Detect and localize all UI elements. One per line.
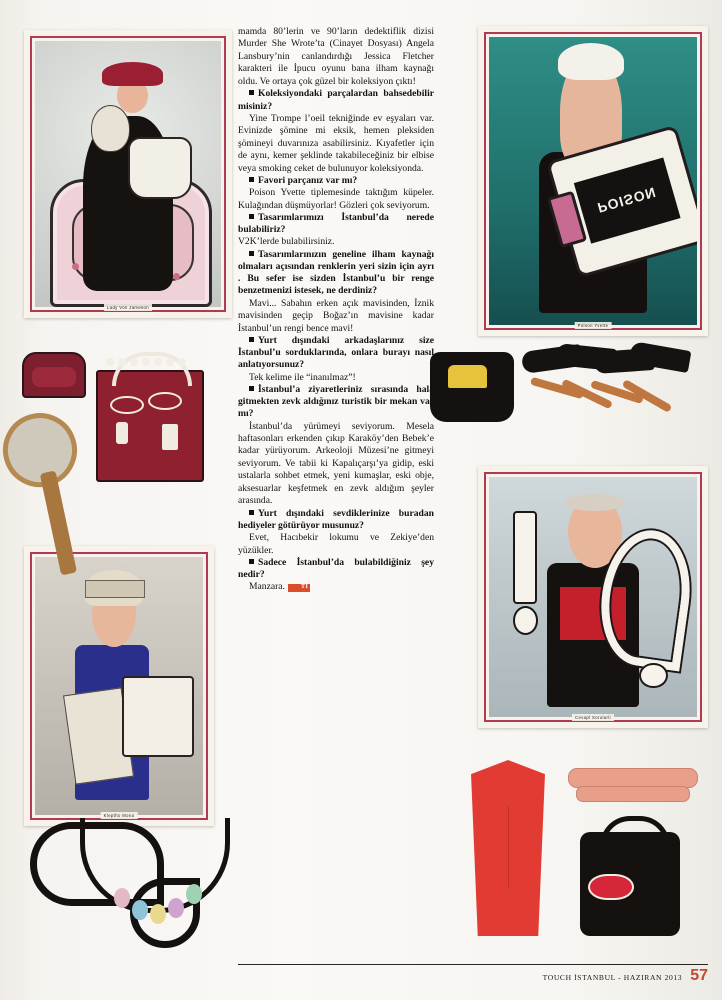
photo-frame-inner [30, 552, 208, 820]
gem-necklace [74, 818, 226, 948]
interview-question [238, 88, 434, 112]
interview-answer [238, 187, 434, 212]
bullet-square-icon [249, 559, 254, 564]
interview-question [238, 212, 434, 236]
interview-answer [238, 372, 434, 384]
interview-answer [238, 532, 434, 557]
bullet-square-icon [249, 251, 254, 256]
interview-question [238, 249, 434, 298]
photo-frame-inner [484, 472, 702, 722]
footer-masthead: TOUCH İSTANBUL - HAZIRAN 2013 [542, 973, 683, 982]
interview-question [238, 175, 434, 187]
question-text: Sadece İstanbul’da bulabildiğiniz şey nedir? [238, 557, 434, 581]
interview-answer [238, 298, 434, 335]
paragraph-text: İstanbul’da yürümeyi seviyorum. Mesela haftasonları erkenden çıkıp Karaköy’den Bebek’e kadar yürüyorum. Arkeoloji Müzesi’ne gitmeyi seviyorum. Ve tabii ki Kapalıçarşı’ya gidip, eski ustalarla sohbet etmek, yeni kumaşlar, eski obje, aksesuarlar keşfetmek en zevk aldığım şeyler arasında. [238, 420, 434, 507]
red-dress [466, 760, 550, 936]
page-footer [238, 964, 708, 984]
interview-answer [238, 421, 434, 508]
photo-punctuation [478, 466, 708, 728]
bullet-square-icon [249, 214, 254, 219]
article-text-column [238, 26, 434, 594]
interview-answer [238, 113, 434, 175]
photo-blue-dress [24, 546, 214, 826]
bullet-square-icon [249, 510, 254, 515]
paragraph-text: Manzara. [249, 581, 285, 593]
photo-caption: Poison Yvette [575, 322, 612, 329]
photo-chihuahua [24, 30, 232, 318]
interview-question [238, 508, 434, 532]
bullet-square-icon [249, 90, 254, 95]
heel-cluster [520, 344, 696, 430]
bullet-square-icon [249, 386, 254, 391]
photo-caption: Cevapl Sorularli [572, 714, 614, 721]
paragraph-text: mamda 80’lerin ve 90’ların dedektiflik dizisi Murder She Wrote’ta (Cinayet Dosyası) Angela Lansbury’nin canlandırdığı Jessica Fletcher karakteri ile İpucu oyunu bana ilham kaynağı oldu. Ve ortaya çok güzel bir koleksiyon çıktı! [238, 26, 434, 87]
end-of-article-mark: TI [288, 584, 310, 592]
belt-pair [568, 762, 696, 806]
interview-question [238, 557, 434, 581]
photo-image [35, 41, 221, 307]
question-text: Yurt dışındaki arkadaşlarınız size İstanbul’u sorduklarında, onlara burayı nasıl anlatıyorsunuz? [238, 335, 434, 371]
question-text: Tasarımlarınızın geneline ilham kaynağı olmaları açısından renklerin yeri sizin için ayrı . Bu sefer ise sizden İstanbul’u bir renge benzetmenizi istesek, ne derdiniz? [238, 248, 434, 297]
interview-question [238, 384, 434, 421]
question-text: Tasarımlarımızı İstanbul’da nerede bulabiliriz? [238, 212, 434, 236]
paragraph-text: Mavi... Sabahın erken açık mavisinden, İznik mavisinden geçip Boğaz’ın mavisine kadar İstanbul’un rengi bence mavi! [238, 297, 434, 334]
bullet-square-icon [249, 177, 254, 182]
paragraph-text: Tek kelime ile “inanılmaz”! [249, 371, 356, 383]
question-text: İstanbul’a ziyaretleriniz sırasında hala gitmekten zevk aldığınız turistik bir mekan var mı? [238, 384, 434, 420]
photo-caption: Kleptho Mona [101, 812, 138, 819]
bullet-square-icon [249, 337, 254, 342]
page-number: 57 [690, 967, 708, 984]
photo-image [489, 477, 697, 717]
photo-image [35, 557, 203, 815]
photo-caption: Lady Von Jameson [104, 304, 152, 311]
interview-answer [238, 581, 434, 593]
interview-answer [238, 26, 434, 88]
black-clutch [430, 352, 514, 422]
photo-frame-inner [30, 36, 226, 312]
print-tote-bag [96, 352, 200, 478]
paragraph-text: Yine Trompe l’oeil tekniğinde ev eşyaları var. Evinizde şömine mi eksik, hemen pleksiden şömineyi duvarınıza asabilirsiniz. Kıyafetler için de aynı, kemer şeklinde takabileceğiniz bir elbise veya smoking ceket de bulunuyor koleksiyonda. [238, 112, 434, 174]
sofa-brooch [22, 352, 86, 398]
question-text: Yurt dışındaki sevdiklerinize buradan hediyeler götürüyor musunuz? [238, 507, 434, 531]
paragraph-text: V2K’lerde bulabilirsiniz. [238, 236, 335, 248]
interview-answer [238, 236, 434, 248]
photo-frame-inner [484, 32, 702, 330]
photo-image: POISON [489, 37, 697, 325]
photo-poison-bottle [478, 26, 708, 336]
question-text: Koleksiyondaki parçalardan bahsedebilir misiniz? [238, 88, 434, 112]
paragraph-text: Poison Yvette tiplemesinde taktığım küpeler. Kulağından düşmüyorlar! Gözleri çok seviyorum. [238, 187, 434, 211]
lips-backpack [570, 816, 690, 944]
interview-question [238, 335, 434, 372]
question-text: Favori parçanız var mı? [258, 175, 358, 187]
paragraph-text: Evet, Hacıbekir lokumu ve Zekiye’den yüzükler. [238, 532, 434, 556]
